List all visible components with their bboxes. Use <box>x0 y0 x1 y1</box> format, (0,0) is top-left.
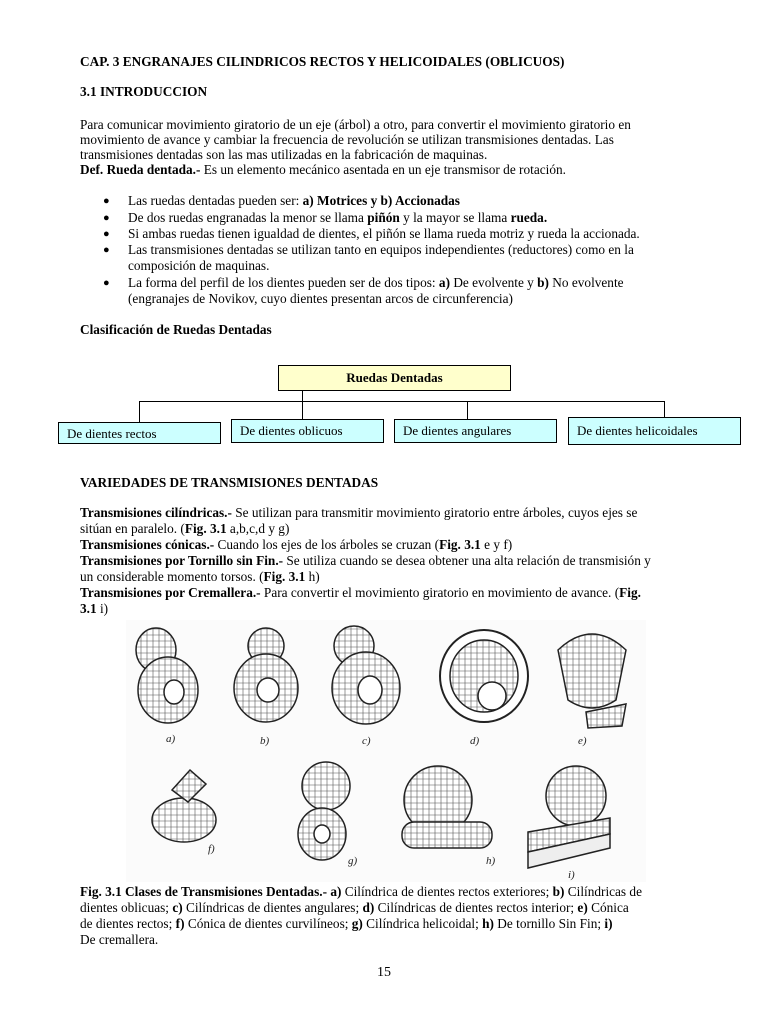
tornillo-text: Se utiliza cuando se desea obtener una alta relación de transmisión y <box>283 553 651 568</box>
varieties-tornillo-line-2 <box>80 569 320 585</box>
bullet-5-text: La forma del perfil de los dientes pueden ser de dos tipos: <box>128 275 439 290</box>
caption-label: Fig. 3.1 Clases de Transmisiones Dentadas.- <box>80 884 327 899</box>
bullet-dot-icon: ● <box>103 277 110 289</box>
varieties-cilindricas-line-1 <box>80 505 637 521</box>
gear-d-illustration <box>440 630 528 722</box>
bullet-1-text: Las ruedas dentadas pueden ser: <box>128 193 303 208</box>
figure-label-f: f) <box>208 843 215 855</box>
bullet-1-bold: a) Motrices y b) Accionadas <box>302 193 460 208</box>
tree-child-dientes-rectos: De dientes rectos <box>58 422 221 444</box>
conicas-fig-ref: Fig. 3.1 <box>439 537 481 552</box>
caption-text-e: Cónica <box>587 900 629 915</box>
tree-child-dientes-angulares: De dientes angulares <box>394 419 557 443</box>
caption-letter-b: b) <box>552 884 565 899</box>
cremallera-text: Para convertir el movimiento giratorio en movimiento de avance. ( <box>260 585 620 600</box>
tree-child-dientes-helicoidales: De dientes helicoidales <box>568 417 741 445</box>
conicas-text: Cuando los ejes de los árboles se cruzan ( <box>214 537 440 552</box>
caption-letter-h: h) <box>482 916 494 931</box>
caption-text-a: Cilíndrica de dientes rectos exteriores; <box>341 884 553 899</box>
caption-letter-f: f) <box>175 916 185 931</box>
caption-line-2 <box>80 900 629 916</box>
bullet-5-bold-b: b) <box>537 275 549 290</box>
tree-connector-2 <box>302 401 303 419</box>
caption-text-b: Cilíndricas de <box>564 884 642 899</box>
cremallera-fig-ref: Fig. <box>619 585 641 600</box>
tree-connector-3 <box>467 401 468 419</box>
chapter-title: CAP. 3 ENGRANAJES CILINDRICOS RECTOS Y HELICOIDALES (OBLICUOS) <box>80 54 565 69</box>
bullet-2 <box>128 210 547 226</box>
caption-text-h: De tornillo Sin Fin; <box>493 916 605 931</box>
figure-label-a: a) <box>166 733 176 745</box>
cremallera-label: Transmisiones por Cremallera.- <box>80 585 261 600</box>
tree-connector-horizontal <box>139 401 664 402</box>
figure-label-i: i) <box>568 869 575 881</box>
varieties-conicas-line <box>80 537 512 553</box>
bullet-5-text-2: De evolvente y <box>450 275 538 290</box>
caption-text-f: Cónica de dientes curvilíneos; <box>184 916 352 931</box>
bullet-3: Si ambas ruedas tienen igualdad de dientes, el piñón se llama rueda motriz y rueda la accionada. <box>128 226 640 241</box>
bullet-dot-icon: ● <box>103 195 110 207</box>
varieties-tornillo-line-1 <box>80 553 651 569</box>
figure-label-c: c) <box>362 735 371 747</box>
tornillo-fig-ref: Fig. 3.1 <box>263 569 306 584</box>
cremallera-fig-number: 3.1 <box>80 601 97 616</box>
figure-label-h: h) <box>486 855 496 867</box>
gears-figure <box>126 620 646 882</box>
varieties-cremallera-line-1 <box>80 585 641 601</box>
caption-text-d: Cilíndricas de dientes rectos interior; <box>374 900 578 915</box>
section-title: 3.1 INTRODUCCION <box>80 84 208 99</box>
intro-line-2: movimiento de avance y cambiar la frecuencia de revolución se utilizan transmisiones dentadas. Las <box>80 132 614 147</box>
intro-line-3: transmisiones dentadas son las mas utilizadas en la fabricación de maquinas. <box>80 147 488 162</box>
caption-letter-d: d) <box>362 900 375 915</box>
bullet-dot-icon: ● <box>103 244 110 256</box>
caption-text-b-cont: dientes oblicuas; <box>80 900 173 915</box>
bullet-dot-icon: ● <box>103 228 110 240</box>
bullet-1 <box>128 193 460 209</box>
bullet-5-text-3: No evolvente <box>548 275 624 290</box>
figure-label-d: d) <box>470 735 480 747</box>
bullet-5-line-2: (engranajes de Novikov, cuyo dientes presentan arcos de circunferencia) <box>128 291 513 306</box>
intro-line-1: Para comunicar movimiento giratorio de un eje (árbol) a otro, para convertir el movimiento giratorio en <box>80 117 631 132</box>
conicas-fig-letters: e y f) <box>480 537 513 552</box>
cilindricas-fig-ref: Fig. 3.1 <box>184 521 227 536</box>
classification-heading: Clasificación de Ruedas Dentadas <box>80 322 272 337</box>
page-number: 15 <box>377 965 391 980</box>
caption-letter-i: i) <box>604 916 613 931</box>
tornillo-fig-letter: h) <box>305 569 320 584</box>
caption-letter-e: e) <box>577 900 588 915</box>
caption-text-e-cont: de dientes rectos; <box>80 916 176 931</box>
caption-letter-g: g) <box>351 916 363 931</box>
caption-line-1 <box>80 884 642 900</box>
bullet-2-bold-rueda: rueda. <box>510 210 548 225</box>
figure-label-g: g) <box>348 855 358 867</box>
bullet-5-line-1 <box>128 275 624 291</box>
tornillo-text-2: un considerable momento torsos. ( <box>80 569 264 584</box>
caption-text-g: Cilíndrica helicoidal; <box>362 916 483 931</box>
caption-line-3 <box>80 916 613 932</box>
varieties-cilindricas-line-2 <box>80 521 289 537</box>
definition-text: Es un elemento mecánico asentada en un eje transmisor de rotación. <box>200 162 566 177</box>
bullet-2-text-2: y la mayor se llama <box>399 210 511 225</box>
bullet-dot-icon: ● <box>103 212 110 224</box>
bullet-4-line-2: composición de maquinas. <box>128 258 270 273</box>
bullet-4-line-1: Las transmisiones dentadas se utilizan tanto en equipos independientes (reductores) como en la <box>128 242 634 257</box>
cremallera-fig-letter: i) <box>96 601 109 616</box>
definition-line <box>80 162 566 178</box>
tree-child-dientes-oblicuos: De dientes oblicuos <box>231 419 384 443</box>
tree-connector-1 <box>139 401 140 422</box>
varieties-heading: VARIEDADES DE TRANSMISIONES DENTADAS <box>80 475 379 490</box>
cilindricas-label: Transmisiones cilíndricas.- <box>80 505 232 520</box>
bullet-5-bold-a: a) <box>438 275 450 290</box>
caption-line-4: De cremallera. <box>80 932 159 947</box>
varieties-cremallera-line-2 <box>80 601 108 617</box>
definition-label: Def. Rueda dentada.- <box>80 162 201 177</box>
figure-label-e: e) <box>578 735 587 747</box>
cilindricas-text: Se utilizan para transmitir movimiento giratorio entre árboles, cuyos ejes se <box>231 505 638 520</box>
figure-label-b: b) <box>260 735 270 747</box>
caption-letter-c: c) <box>172 900 183 915</box>
caption-letter-a: a) <box>330 884 342 899</box>
caption-text-c: Cilíndricas de dientes angulares; <box>182 900 363 915</box>
conicas-label: Transmisiones cónicas.- <box>80 537 215 552</box>
tree-connector-root <box>302 391 303 401</box>
bullet-2-text: De dos ruedas engranadas la menor se llama <box>128 210 368 225</box>
cilindricas-text-2: sitúan en paralelo. ( <box>80 521 185 536</box>
tree-connector-4 <box>664 401 665 417</box>
cilindricas-fig-letters: a,b,c,d y g) <box>226 521 290 536</box>
tree-root-box: Ruedas Dentadas <box>278 365 511 391</box>
bullet-2-bold-pinion: piñón <box>367 210 400 225</box>
tornillo-label: Transmisiones por Tornillo sin Fin.- <box>80 553 284 568</box>
